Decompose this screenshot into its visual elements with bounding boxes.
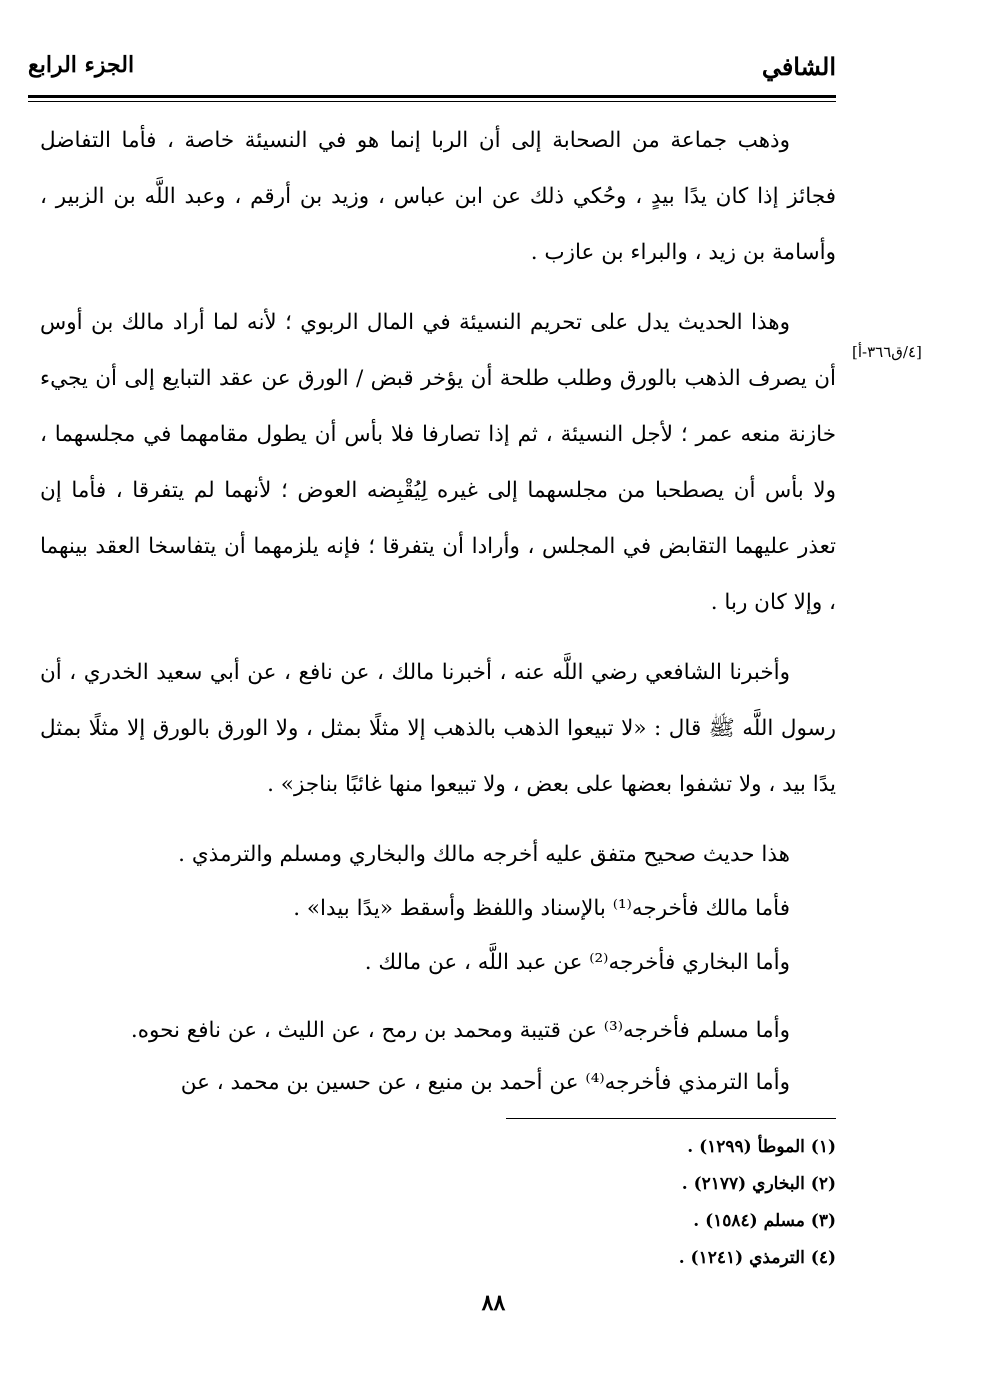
paragraph-tirmidhi-source: وأما الترمذي فأخرجه⁽⁴⁾ عن أحمد بن منيع ، عن حسين بن محمد ، عن	[180, 1070, 790, 1095]
manuscript-folio-ref: [٤/ق٣٦٦-أ]	[852, 343, 922, 361]
paragraph-hadith-grading: هذا حديث صحيح متفق عليه أخرجه مالك والبخاري ومسلم والترمذي .	[178, 842, 790, 867]
page-number: ٨٨	[481, 1290, 506, 1316]
paragraph-malik-source: فأما مالك فأخرجه⁽¹⁾ بالإسناد واللفظ وأسقط «يدًا بيدا» .	[293, 896, 790, 921]
book-title: الشافي	[761, 52, 836, 81]
header-rule-thick	[28, 95, 836, 98]
footnote-item: (٣) مسلم (١٥٨٤) .	[693, 1211, 836, 1231]
footnotes	[679, 1132, 836, 1280]
header-rule-thin	[28, 101, 836, 102]
volume-label: الجزء الرابع	[28, 52, 135, 78]
footnote-item: (٢) البخاري (٢١٧٧) .	[681, 1174, 836, 1194]
footnote-separator	[506, 1118, 836, 1119]
paragraph-hadith-narration: وأخبرنا الشافعي رضي اللَّه عنه ، أخبرنا مالك ، عن نافع ، عن أبي سعيد الخدري ، أن رسول اللَّه ﷺ قال : «لا تبيعوا الذهب بالذهب إلا مثلًا بمثل ، ولا الورق بالورق إلا مثلًا بمثل يدًا بيد ، ولا تشفوا بعضها على بعض ، ولا تبيعوا منها غائبًا بناجز» .	[40, 660, 836, 797]
paragraph-companions-opinion: وذهب جماعة من الصحابة إلى أن الربا إنما هو في النسيئة خاصة ، فأما التفاضل فجائز إذا كان يدًا بيدٍ ، وحُكي ذلك عن ابن عباس ، وزيد بن أرقم ، وعبد اللَّه بن الزبير ، وأسامة بن زيد ، والبراء بن عازب .	[40, 128, 836, 265]
paragraph-muslim-source: وأما مسلم فأخرجه⁽³⁾ عن قتيبة ومحمد بن رمح ، عن الليث ، عن نافع نحوه.	[130, 1018, 790, 1043]
footnote-item: (٤) الترمذي (١٢٤١) .	[678, 1248, 836, 1268]
main-text	[40, 113, 836, 1109]
footnote-item: (١) الموطأ (١٢٩٩) .	[687, 1137, 836, 1157]
running-header	[28, 52, 836, 96]
paragraph-nasiah-ruling: وهذا الحديث يدل على تحريم النسيئة في المال الربوي ؛ لأنه لما أراد مالك بن أوس أن يصرف الذهب بالورق وطلب طلحة أن يؤخر قبض / الورق عن عقد التبايع إلى أن يجيء خازنة منعه عمر ؛ لأجل النسيئة ، ثم إذا تصارفا فلا بأس أن يطول مقامهما في مجلسهما ، ولا بأس أن يصطحبا من مجلسهما إلى غيره لِيُقْبِضه العوض ؛ لأنهما لم يتفرقا ، فأما إن تعذر عليهما التقابض في المجلس ، وأرادا أن يتفرقا ؛ فإنه يلزمهما أن يتفاسخا العقد بينهما ، وإلا كان ربا .	[40, 310, 836, 615]
paragraph-bukhari-source: وأما البخاري فأخرجه⁽²⁾ عن عبد اللَّه ، عن مالك .	[364, 950, 790, 975]
